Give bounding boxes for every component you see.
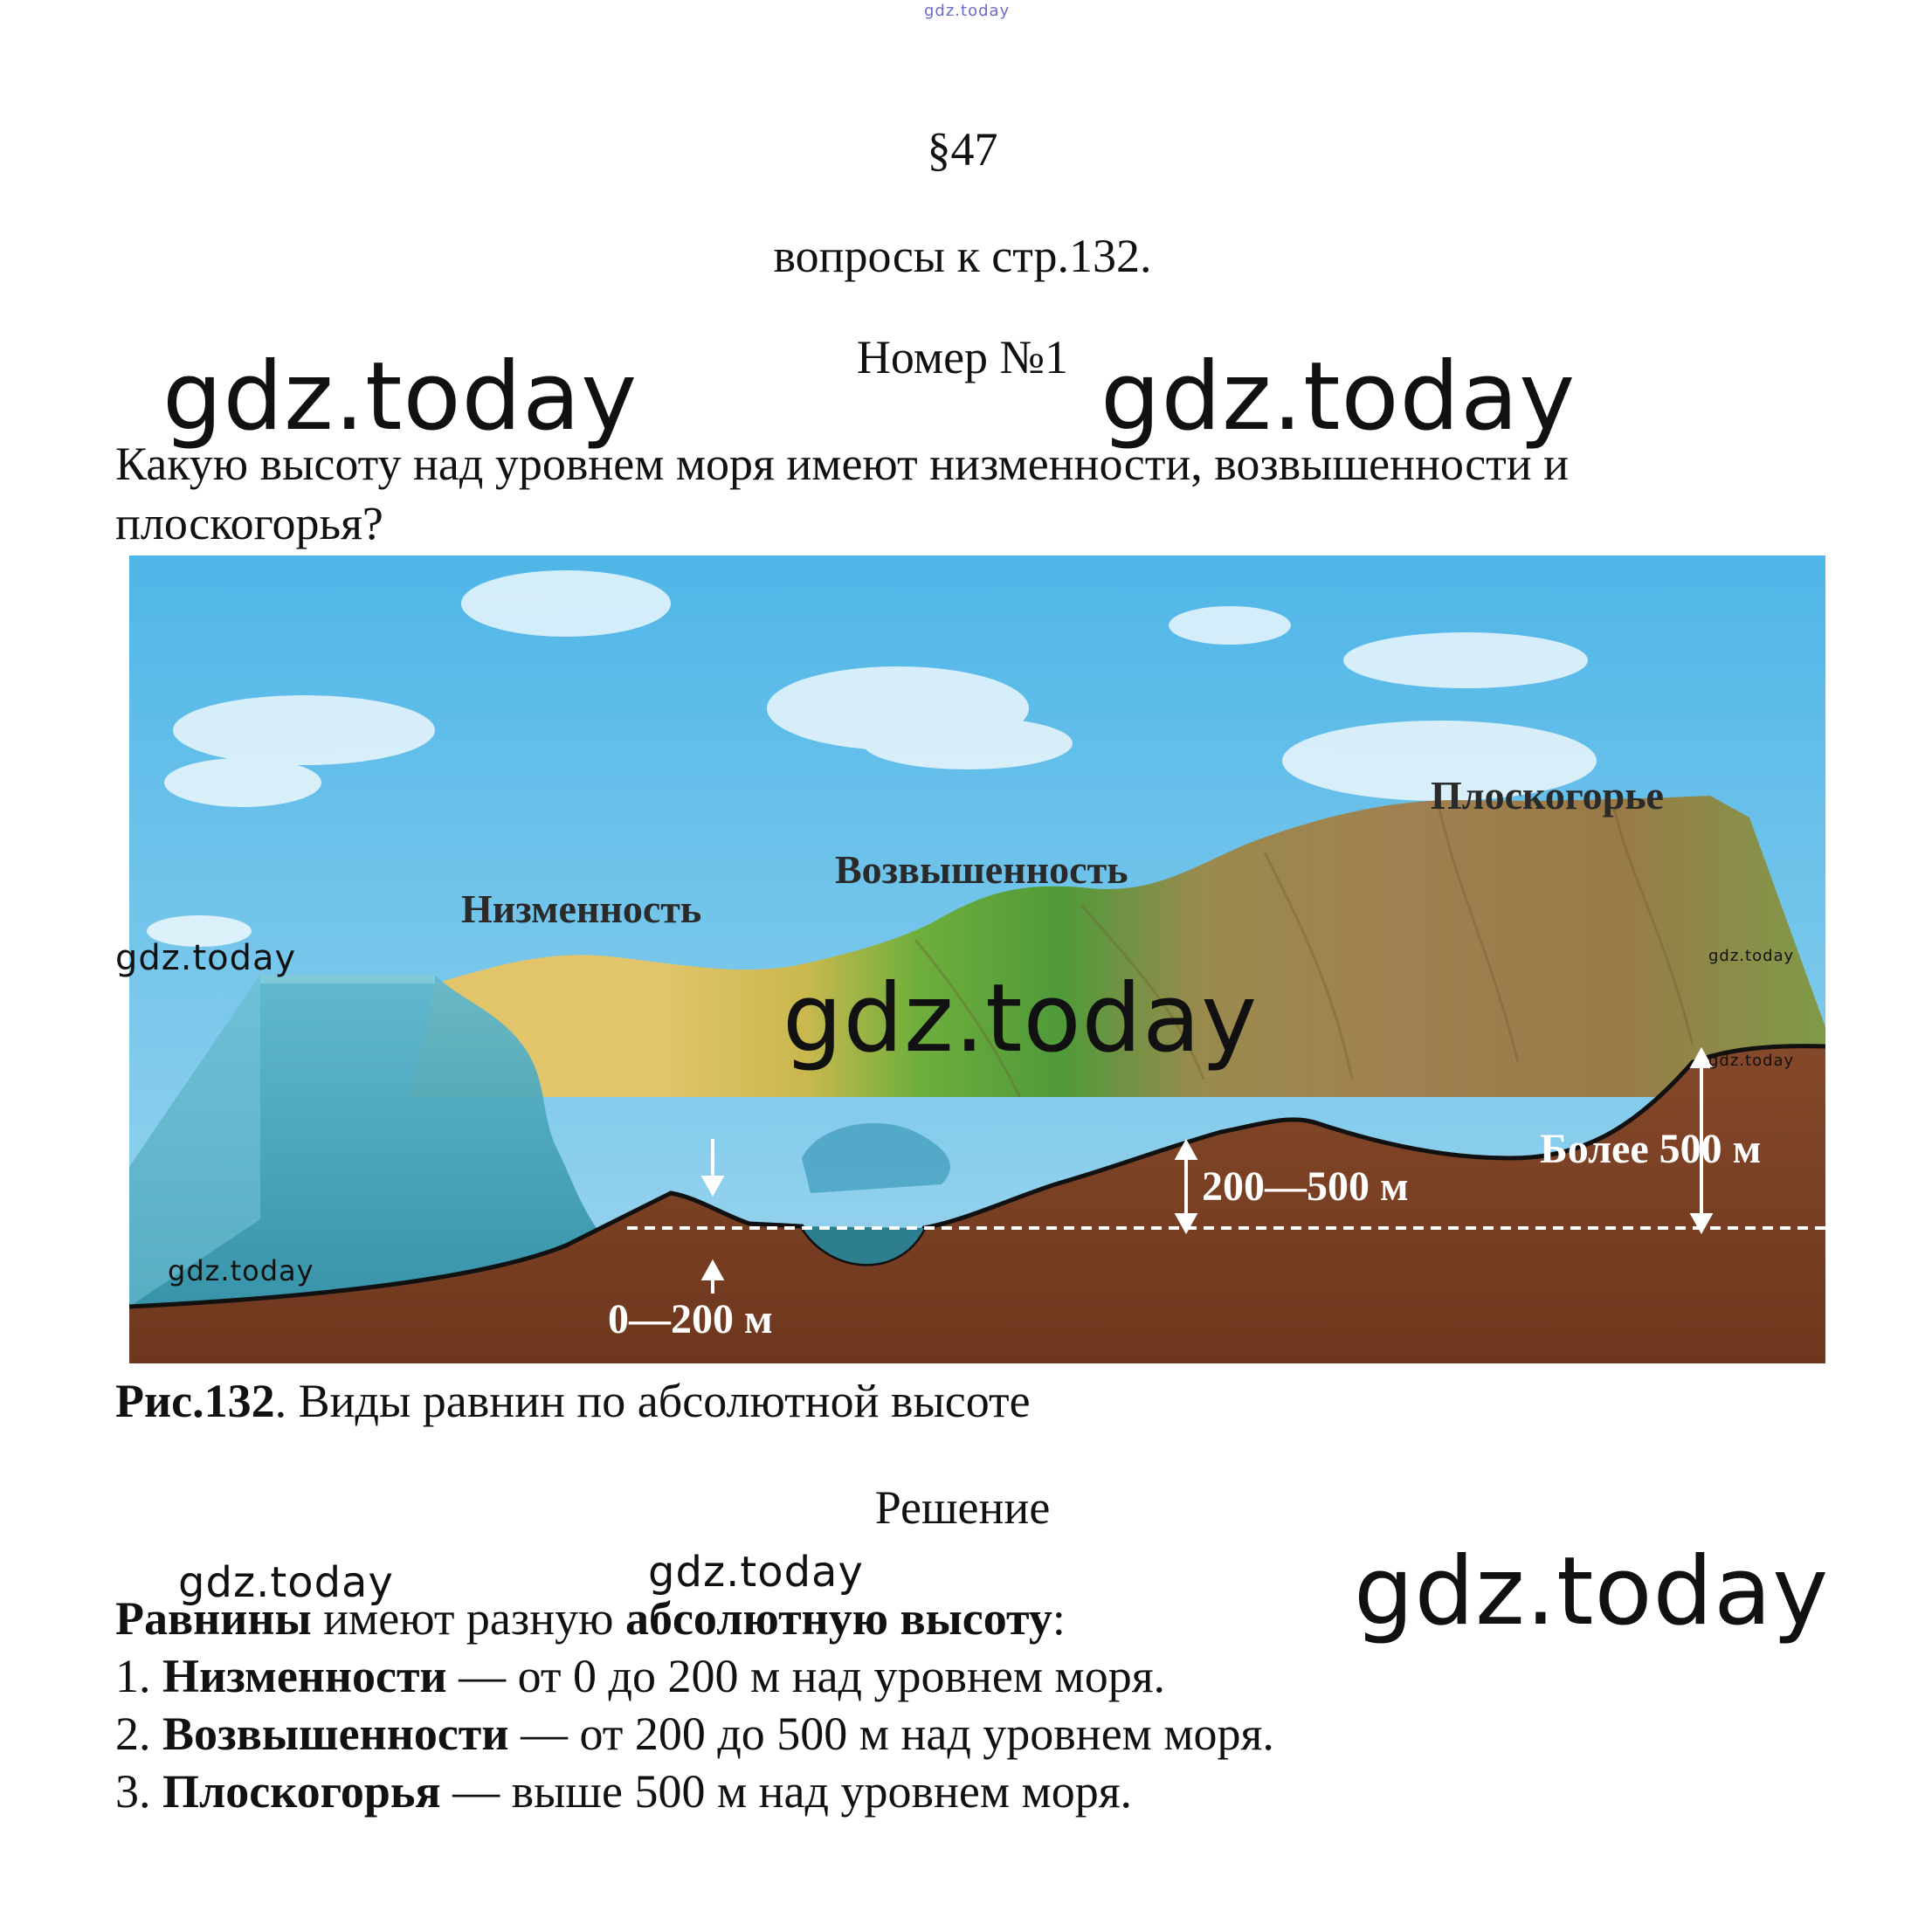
label-upland: Возвышенность [835, 847, 1128, 892]
exercise-number: Номер №1 [856, 331, 1069, 383]
watermark: gdz.today [648, 1548, 864, 1597]
answer-item [115, 1647, 1274, 1705]
watermark-top: gdz.today [924, 2, 1011, 20]
watermark: gdz.today [178, 1558, 394, 1607]
caption-figure-number: Рис.132 [115, 1375, 275, 1427]
solution-heading: Решение [874, 1481, 1051, 1534]
label-plateau: Плоскогорье [1431, 773, 1664, 818]
label-range-mid: 200—500 м [1202, 1163, 1409, 1210]
answer-item [115, 1705, 1274, 1763]
answer-item-term: Возвышенности [162, 1708, 509, 1760]
answer-block [115, 1590, 1274, 1820]
answer-intro-end: : [1052, 1592, 1066, 1645]
watermark: gdz.today [115, 938, 297, 978]
caption-text: . Виды равнин по абсолютной высоте [274, 1375, 1031, 1427]
answer-item-term: Низменности [162, 1650, 447, 1702]
watermark: gdz.today [162, 342, 638, 452]
questions-page-ref: вопросы к стр.132. [773, 230, 1152, 282]
section-number: §47 [927, 123, 998, 176]
watermark: gdz.today [1100, 342, 1577, 452]
figure-caption [115, 1374, 1031, 1428]
watermark: gdz.today [1708, 947, 1795, 965]
watermark: gdz.today [783, 964, 1259, 1073]
answer-item-num: 1. [115, 1650, 162, 1702]
answer-intro-term2: абсолютную высоту [624, 1592, 1052, 1645]
label-lowland: Низменность [461, 887, 702, 931]
answer-item-text: — от 0 до 200 м над уровнем моря. [446, 1650, 1166, 1702]
relief-figure [129, 555, 1825, 1363]
answer-item-text: — от 200 до 500 м над уровнем моря. [508, 1708, 1274, 1760]
watermark: gdz.today [1354, 1537, 1830, 1646]
label-range-high: Более 500 м [1540, 1126, 1762, 1172]
answer-item [115, 1763, 1274, 1820]
answer-intro-term: Равнины [115, 1592, 312, 1645]
label-range-low: 0—200 м [608, 1296, 773, 1342]
question-text: Какую высоту над уровнем моря имеют низменности, возвышенности и плоскогорья? [115, 438, 1570, 549]
answer-item-num: 2. [115, 1708, 162, 1760]
answer-item-text: — выше 500 м над уровнем моря. [440, 1765, 1133, 1818]
watermark: gdz.today [168, 1254, 314, 1287]
watermark: gdz.today [1708, 1052, 1795, 1070]
answer-intro-mid: имеют разную [311, 1592, 625, 1645]
answer-item-term: Плоскогорья [162, 1765, 441, 1818]
answer-item-num: 3. [115, 1765, 162, 1818]
